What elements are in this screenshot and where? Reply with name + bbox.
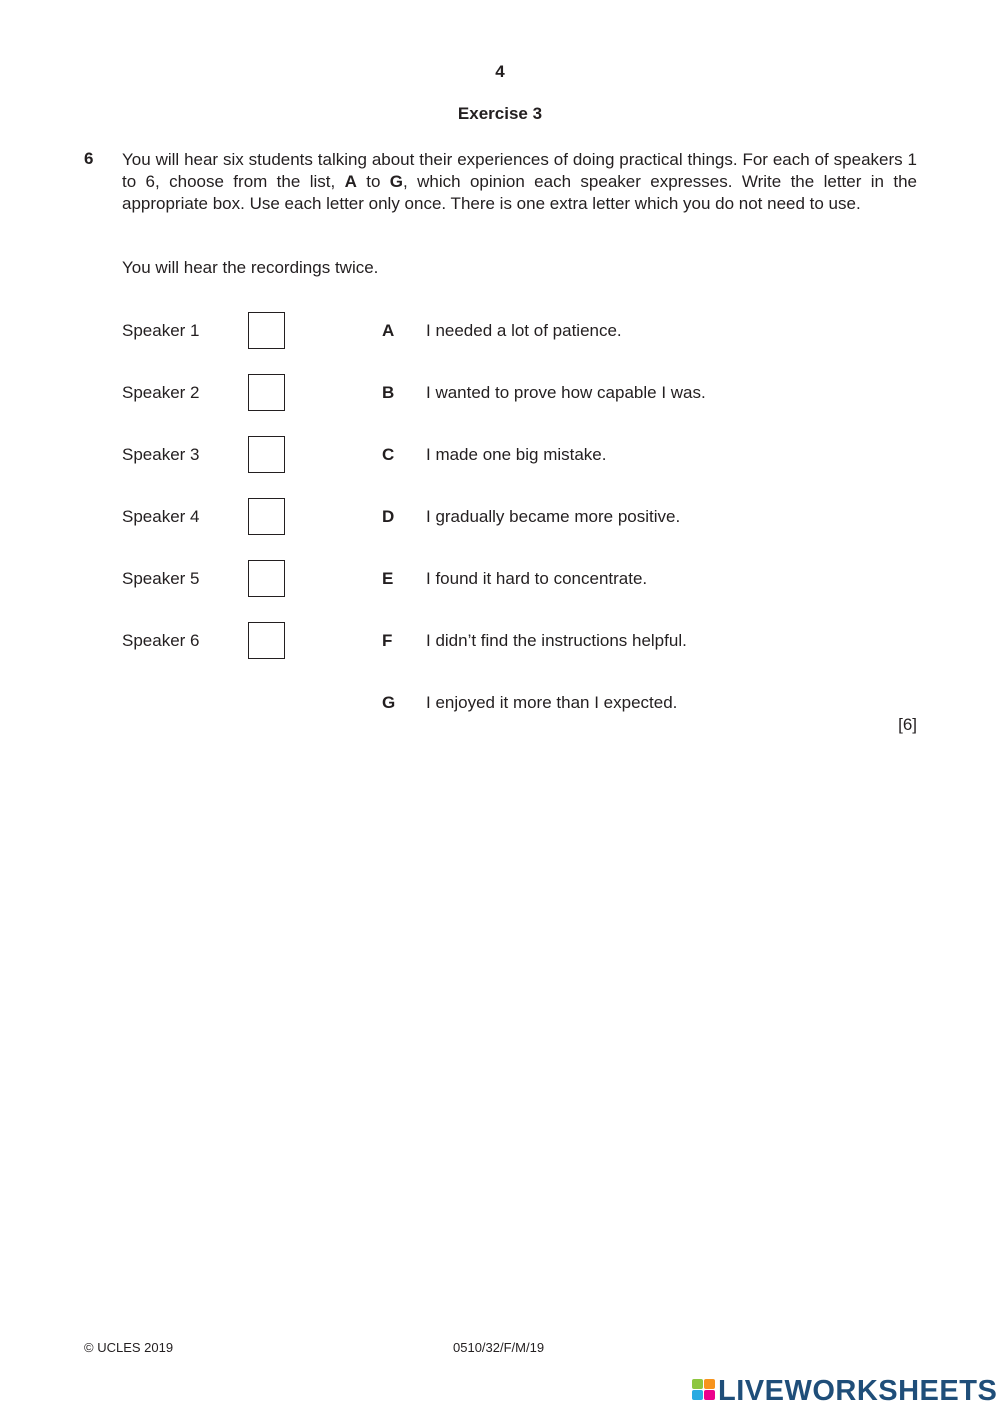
option-f bbox=[382, 631, 942, 655]
speaker-label: Speaker 6 bbox=[122, 631, 200, 650]
option-e bbox=[382, 569, 942, 593]
exercise-title: Exercise 3 bbox=[457, 104, 543, 123]
option-text: I made one big mistake. bbox=[426, 445, 607, 464]
exam-code: 0510/32/F/M/19 bbox=[453, 1340, 545, 1355]
total-marks: [6] bbox=[898, 715, 917, 734]
instruction-text-2: , which opinion each speaker expresses. Write the letter in the appropriate box. Use each letter only once. There is one extra letter which you do not need to use. bbox=[122, 172, 918, 213]
speaker-label: Speaker 3 bbox=[122, 445, 200, 464]
option-d bbox=[382, 507, 942, 531]
copyright: © UCLES 2019 bbox=[84, 1340, 174, 1355]
option-text: I needed a lot of patience. bbox=[426, 321, 622, 340]
speaker-row-5 bbox=[122, 560, 292, 600]
option-text: I didn’t find the instructions helpful. bbox=[426, 631, 687, 650]
recordings-note: You will hear the recordings twice. bbox=[122, 258, 379, 277]
option-letter: C bbox=[382, 445, 395, 464]
answer-box-speaker-5[interactable] bbox=[248, 560, 285, 597]
answer-box-speaker-1[interactable] bbox=[248, 312, 285, 349]
speaker-row-2 bbox=[122, 374, 292, 414]
speaker-row-3 bbox=[122, 436, 292, 476]
speaker-row-1 bbox=[122, 312, 292, 352]
speaker-row-6 bbox=[122, 622, 292, 662]
option-letter: A bbox=[382, 321, 395, 340]
speaker-label: Speaker 2 bbox=[122, 383, 200, 402]
option-b bbox=[382, 383, 942, 407]
answer-box-speaker-6[interactable] bbox=[248, 622, 285, 659]
question-number: 6 bbox=[84, 149, 94, 168]
answer-box-speaker-2[interactable] bbox=[248, 374, 285, 411]
option-text: I found it hard to concentrate. bbox=[426, 569, 648, 588]
option-text: I enjoyed it more than I expected. bbox=[426, 693, 678, 712]
liveworksheets-logo-icon bbox=[692, 1377, 716, 1401]
speaker-label: Speaker 4 bbox=[122, 507, 200, 526]
question-instructions bbox=[122, 149, 917, 215]
brand-name: LIVEWORKSHEETS bbox=[718, 1375, 998, 1407]
option-letter: F bbox=[382, 631, 393, 650]
option-text: I wanted to prove how capable I was. bbox=[426, 383, 706, 402]
instruction-letter-a: A bbox=[344, 172, 357, 191]
instruction-text-1: You will hear six students talking about their experiences of doing practical things. For each of speakers 1 to 6, choose from the list, bbox=[122, 150, 917, 191]
option-letter: G bbox=[382, 693, 396, 712]
instruction-letter-g: G bbox=[389, 172, 404, 191]
speaker-label: Speaker 1 bbox=[122, 321, 200, 340]
instruction-to: to bbox=[356, 172, 390, 191]
option-a bbox=[382, 321, 942, 345]
option-letter: D bbox=[382, 507, 395, 526]
page-number: 4 bbox=[495, 62, 505, 81]
option-letter: B bbox=[382, 383, 395, 402]
option-g bbox=[382, 693, 942, 717]
option-text: I gradually became more positive. bbox=[426, 507, 681, 526]
option-letter: E bbox=[382, 569, 394, 588]
option-c bbox=[382, 445, 942, 469]
answer-box-speaker-3[interactable] bbox=[248, 436, 285, 473]
answer-box-speaker-4[interactable] bbox=[248, 498, 285, 535]
speaker-row-4 bbox=[122, 498, 292, 538]
speaker-label: Speaker 5 bbox=[122, 569, 200, 588]
